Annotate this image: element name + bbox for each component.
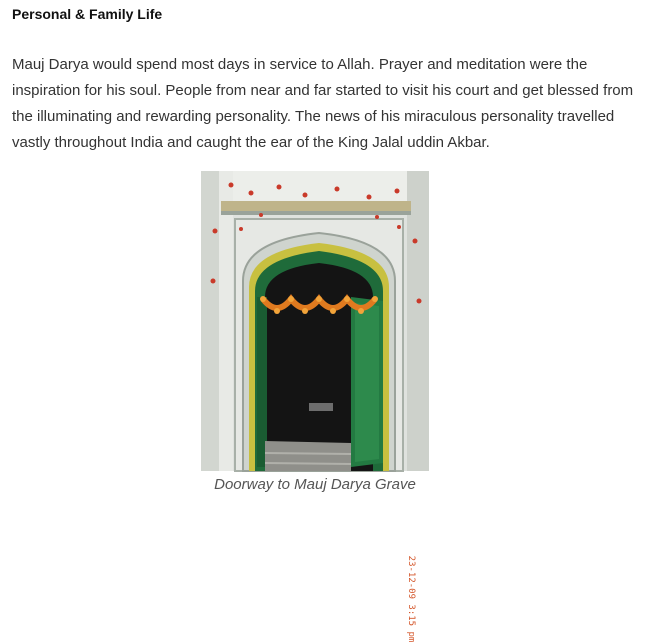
floor-step [265,441,351,471]
left-pillar [201,171,219,471]
photo-timestamp: 23-12-09 3:15 pm [406,555,416,642]
step-line [265,463,351,464]
interior-object [309,403,333,411]
body-paragraph: Mauj Darya would spend most days in service to Allah. Prayer and meditation were the inspiration for his soul. People from near and far started to visit his court and get blessed from the illuminating and rewarding personality. The news of his miraculous personality travelled vastly throughout India and caught the ear of the King Jalal uddin Akbar. [12,56,634,151]
doorway-illustration [201,171,429,471]
right-pillar [407,171,429,471]
figure-caption: Doorway to Mauj Darya Grave [214,476,416,493]
door-leaf-panel [355,303,379,462]
left-pillar-light [219,171,233,471]
top-ledge-shadow [221,211,411,215]
section-heading: Personal & Family Life [12,6,163,22]
step-line [265,453,351,454]
top-ledge [221,201,411,211]
